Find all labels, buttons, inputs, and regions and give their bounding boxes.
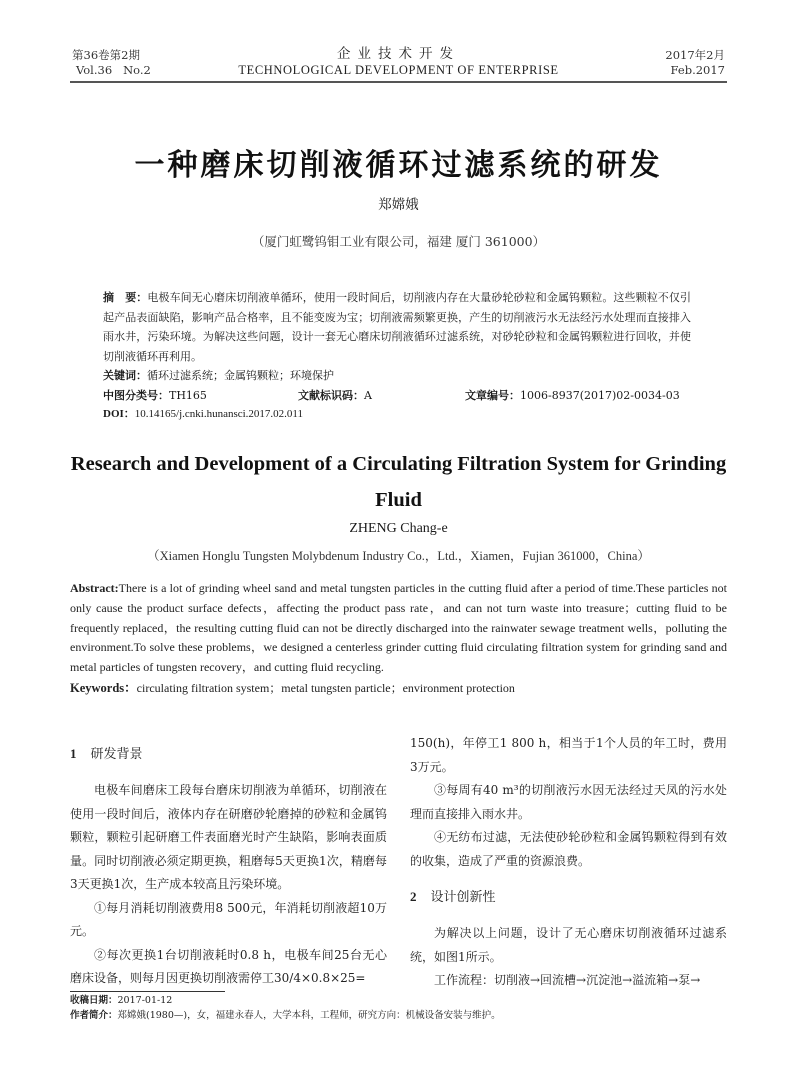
abstract-en-label: Abstract: bbox=[70, 581, 119, 595]
paragraph: 150(h)，年停工1 800 h，相当于1个人员的年工时，费用3万元。 bbox=[410, 736, 727, 774]
body-column-right bbox=[410, 732, 727, 993]
date-en: Feb.2017 bbox=[670, 63, 725, 77]
keywords-cn-label: 关键词： bbox=[103, 369, 147, 382]
paragraph: 工作流程：切削液→回流槽→沉淀池→溢流箱→泵→ bbox=[434, 973, 701, 987]
abstract-cn bbox=[103, 288, 691, 366]
running-header-date bbox=[665, 48, 725, 78]
paragraph: ③每周有40 m³的切削液污水因无法经过天凤的污水处理而直接排入雨水井。 bbox=[410, 783, 727, 821]
keywords-cn bbox=[103, 366, 334, 386]
article-no-label: 文章编号： bbox=[465, 389, 520, 402]
clc-label: 中图分类号： bbox=[103, 389, 169, 402]
section-number: 1 bbox=[70, 746, 77, 761]
bio-value: 郑嫦娥(1980—)，女，福建永春人，大学本科，工程师，研究方向：机械设备安装与维护。 bbox=[117, 1010, 501, 1021]
received-value: 2017-01-12 bbox=[117, 995, 173, 1006]
author-en: ZHENG Chang-e bbox=[349, 521, 448, 536]
bio-label: 作者简介： bbox=[70, 1010, 118, 1021]
section-heading-1 bbox=[70, 740, 387, 769]
section-title: 研发背景 bbox=[90, 747, 143, 762]
doi-link[interactable]: 10.14165/j.cnki.hunansci.2017.02.011 bbox=[134, 408, 304, 420]
footnote-rule bbox=[70, 991, 225, 992]
header-rule bbox=[70, 81, 727, 83]
keywords-en-label: Keywords： bbox=[70, 681, 137, 695]
paragraph: 电极车间磨床工段每台磨床切削液为单循环，切削液在使用一段时间后，液体内存在研磨砂轮磨掉的砂粒和金属钨颗粒，颗粒引起研磨工件表面磨光时产生缺陷，影响表面质量。同时切削液必须定期更换，粗磨每5天更换1次，精磨每3天更换1次，生产成本较高且污染环境。 bbox=[70, 783, 387, 891]
paragraph: ②每次更换1台切削液耗时0.8 h，电极车间25台无心磨床设备，则每月因更换切削液需停工30/4×0.8×25= bbox=[70, 947, 387, 985]
doi-line bbox=[103, 405, 303, 425]
paper-title-en: Research and Development of a Circulating Filtration System for Grinding Fluid bbox=[70, 453, 727, 511]
date-cn: 2017年2月 bbox=[665, 48, 725, 62]
doc-code-field bbox=[298, 386, 372, 406]
affiliation-cn: （厦门虹鹭钨钼工业有限公司，福建 厦门 361000） bbox=[251, 234, 546, 249]
author-bio bbox=[70, 1008, 501, 1023]
received-label: 收稿日期： bbox=[70, 995, 118, 1006]
footnote bbox=[70, 993, 501, 1023]
abstract-cn-label: 摘 要： bbox=[103, 291, 148, 304]
affiliation-en: （Xiamen Honglu Tungsten Molybdenum Industry Co.，Ltd.，Xiamen，Fujian 361000，China） bbox=[147, 549, 650, 563]
author-cn: 郑嫦娥 bbox=[378, 197, 419, 213]
abstract-cn-text: 电极车间无心磨床切削液单循环，使用一段时间后，切削液内存在大量砂轮砂粒和金属钨颗粒。这些颗粒不仅引起产品表面缺陷，影响产品合格率，且不能变废为宝；切削液需频繁更换，产生的切削液污水无法经污水处理而直接排入雨水井，污染环境。为解决这些问题，设计一套无心磨床切削液循环过滤系统，对砂轮砂粒和金属钨颗粒进行回收，并使切削液循环再利用。 bbox=[103, 291, 692, 363]
body-column-left bbox=[70, 740, 387, 991]
section-title: 设计创新性 bbox=[430, 890, 496, 905]
journal-name-en: TECHNOLOGICAL DEVELOPMENT OF ENTERPRISE bbox=[238, 63, 559, 77]
volume-cn: 第36卷第2期 bbox=[72, 48, 140, 62]
keywords-en bbox=[70, 679, 515, 699]
article-no-value: 1006-8937(2017)02-0034-03 bbox=[520, 389, 680, 402]
doc-code-label: 文献标识码： bbox=[298, 389, 364, 402]
section-heading-2 bbox=[410, 883, 727, 912]
keywords-en-text: circulating filtration system；metal tungsten particle；environment protection bbox=[136, 681, 515, 695]
journal-name-cn: 企业技术开发 bbox=[337, 46, 460, 62]
paper-title-cn: 一种磨床切削液循环过滤系统的研发 bbox=[134, 148, 663, 183]
clc-value: TH165 bbox=[169, 389, 207, 402]
paragraph: 为解决以上问题，设计了无心磨床切削液循环过滤系统，如图1所示。 bbox=[410, 926, 727, 964]
paragraph: ①每月消耗切削液费用8 500元，年消耗切削液超10万元。 bbox=[70, 900, 387, 938]
doi-label: DOI： bbox=[103, 408, 135, 420]
clc-field bbox=[103, 386, 207, 406]
keywords-cn-text: 循环过滤系统；金属钨颗粒；环境保护 bbox=[147, 369, 334, 382]
received-date bbox=[70, 993, 501, 1008]
doc-code-value: A bbox=[364, 389, 372, 402]
abstract-en bbox=[70, 579, 727, 678]
section-number: 2 bbox=[410, 889, 417, 904]
abstract-en-text: There is a lot of grinding wheel sand and metal tungsten particles in the cutting fluid after a period of time.These particles not only cause the product surface defects，affecting the product pass rate，and can not turn waste into treasure；cutting fluid to be frequently replaced，the resulting cutting fluid can not be directly discharged into the rainwater sewage treatment wells，polluting the environment.To solve these problems，we designed a centerless grinder cutting fluid circulating filtration system for grinding sand and metal particles of tungsten recovery，and cutting fluid recycling. bbox=[70, 581, 727, 675]
volume-en: Vol.36 No.2 bbox=[76, 63, 151, 77]
paragraph: ④无纺布过滤，无法使砂轮砂粒和金属钨颗粒得到有效的收集，造成了严重的资源浪费。 bbox=[410, 830, 727, 868]
article-no-field bbox=[465, 386, 680, 406]
